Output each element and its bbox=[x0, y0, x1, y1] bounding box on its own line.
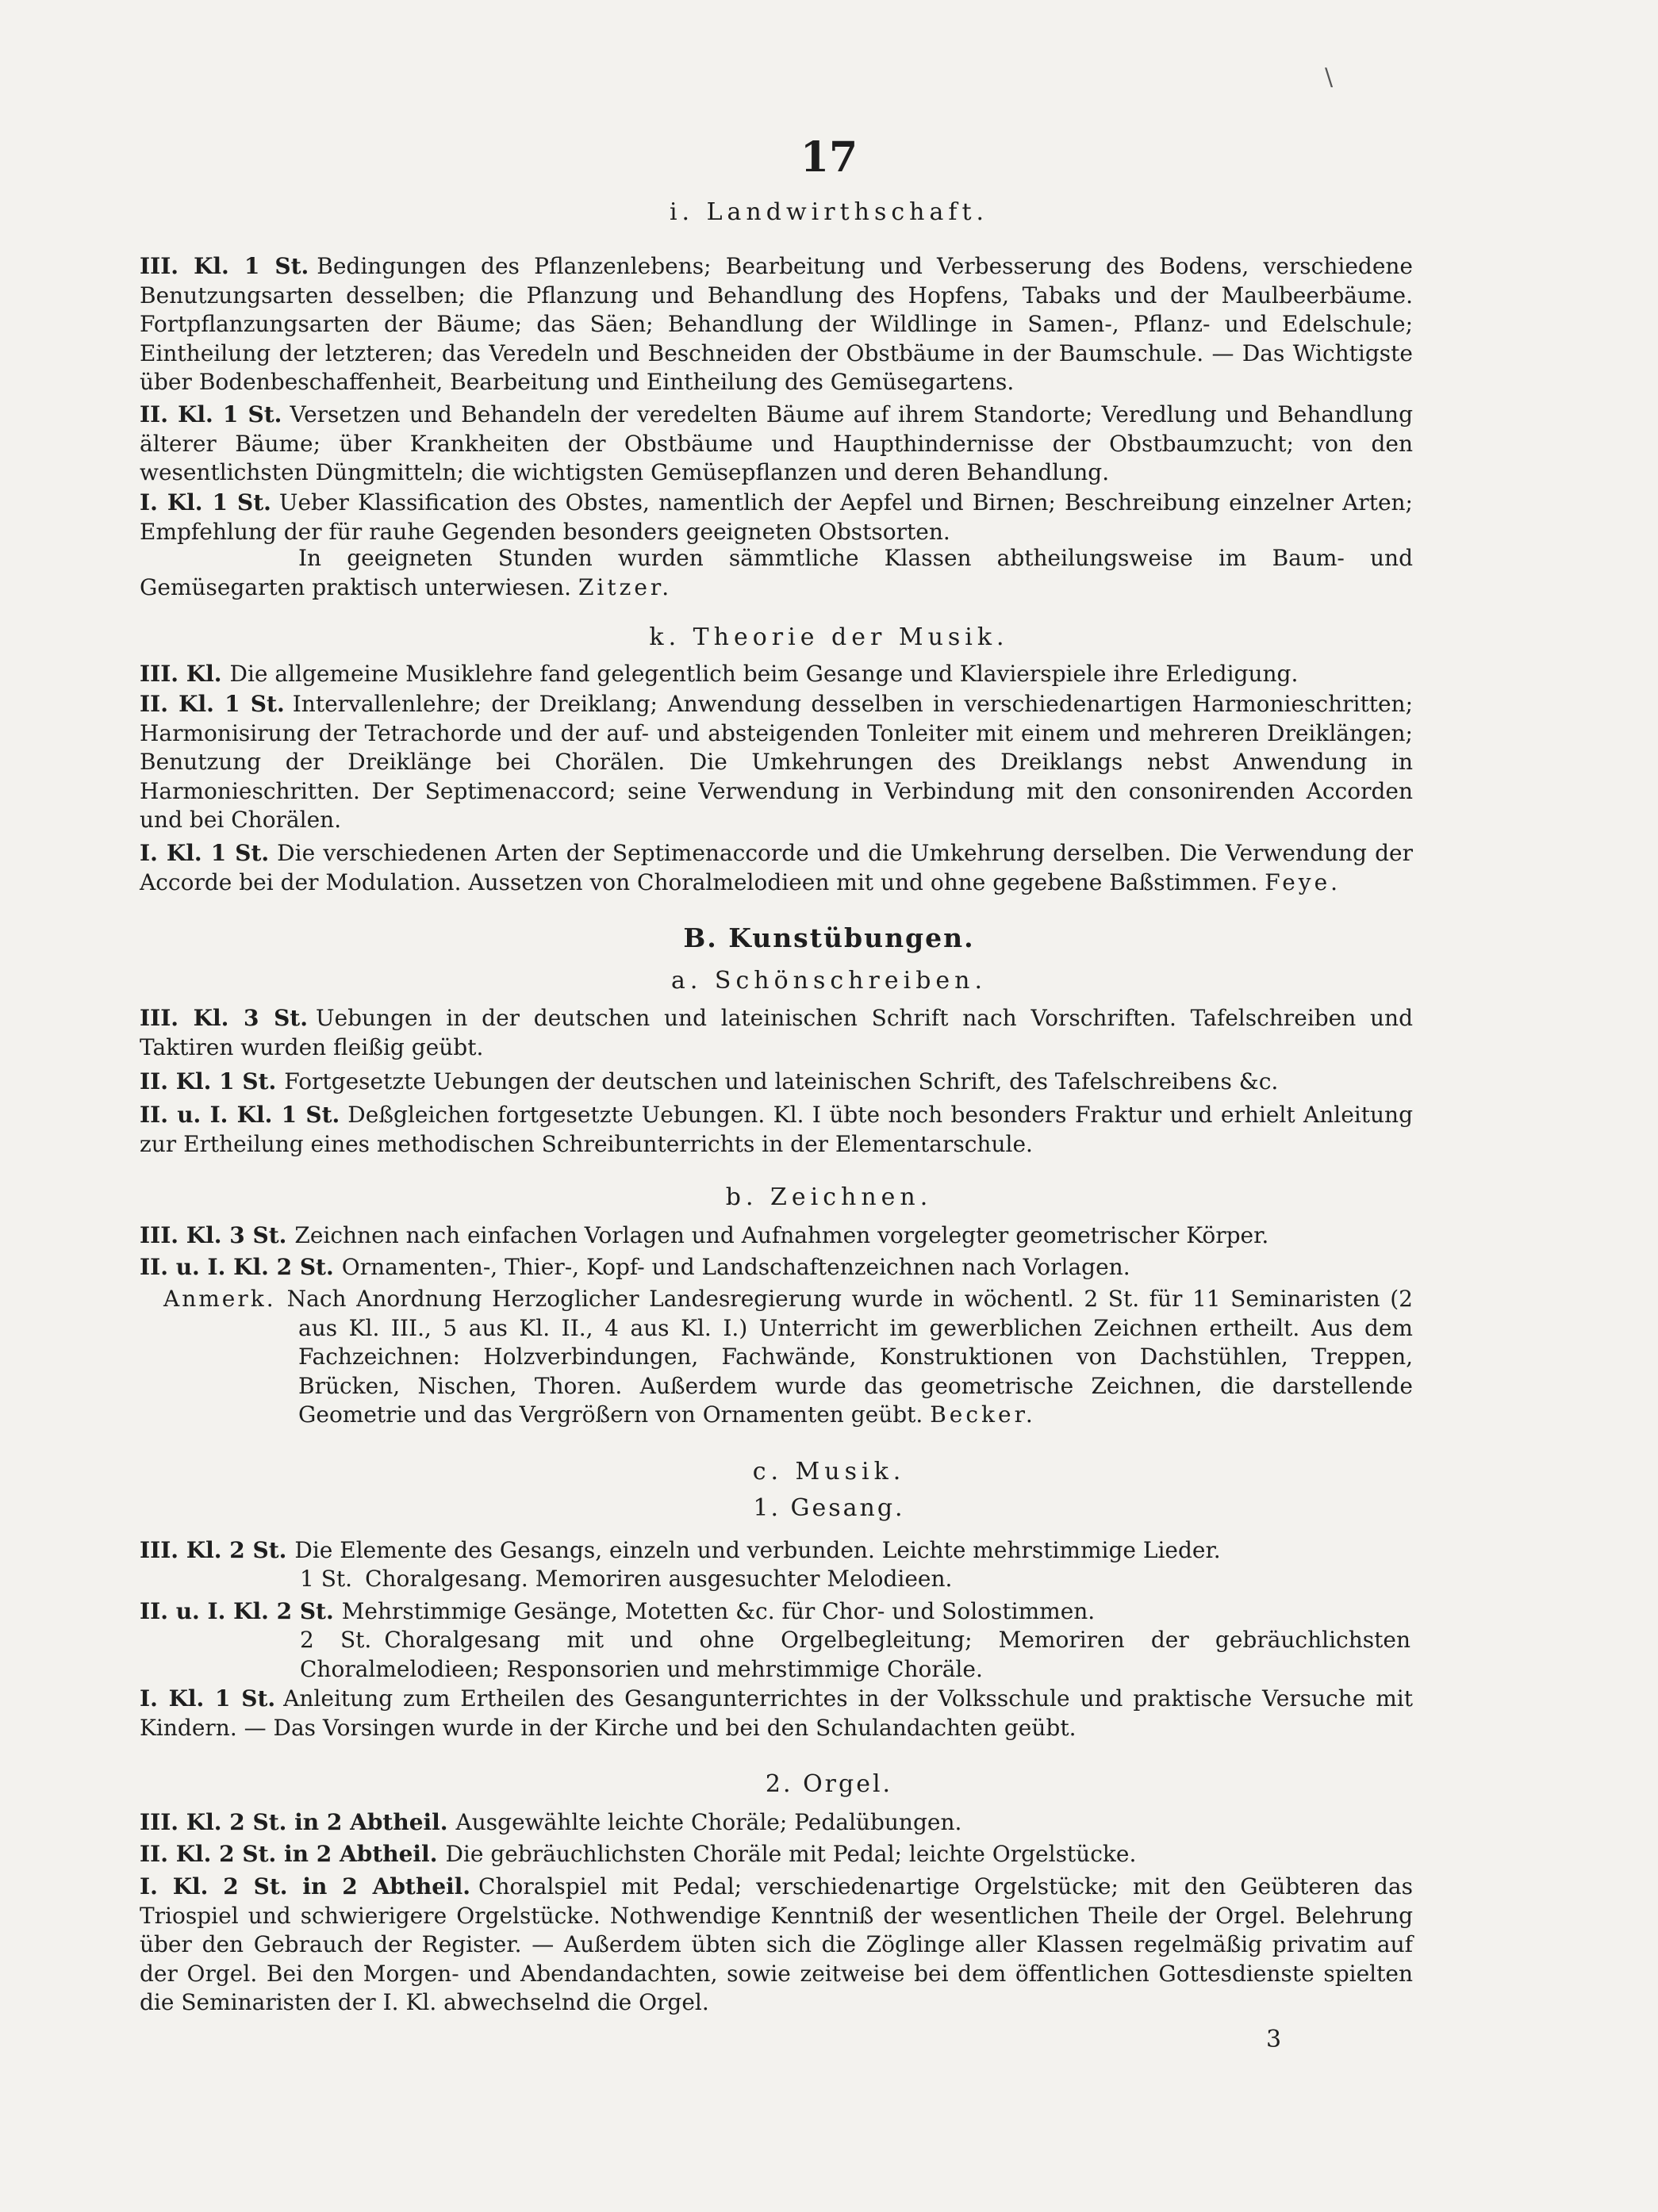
entry-label: III. Kl. 1 St. bbox=[140, 253, 309, 279]
signature-mark: 3 bbox=[1266, 2026, 1282, 2053]
entry-label: I. Kl. 1 St. bbox=[140, 840, 270, 866]
subsection-heading-schoenschreiben: a. Schönschreiben. bbox=[670, 967, 988, 995]
entry-gesang-kl3 bbox=[140, 1536, 1413, 1566]
note-text: In geeigneten Stunden wurden sämmtliche Klassen abtheilungsweise im Baum- und Gemüsegarten praktisch unterwiesen. bbox=[140, 545, 1413, 600]
entry-label: II. u. I. Kl. 2 St. bbox=[140, 1254, 334, 1280]
entry-zeichnen-kl21 bbox=[140, 1253, 1413, 1282]
entry-text: Ueber Klassification des Obstes, namentlich der Aepfel und Birnen; Beschreibung einzelner Arten; Empfehlung der für rauhe Gegenden besonders geeigneten Obstsorten. bbox=[140, 489, 1413, 545]
page-number: 17 bbox=[800, 133, 858, 182]
entry-musiktheorie-kl1 bbox=[140, 839, 1413, 897]
entry-orgel-kl1 bbox=[140, 1873, 1413, 2018]
entry-label: III. Kl. 3 St. bbox=[140, 1222, 287, 1248]
teacher-signature: Becker. bbox=[930, 1401, 1036, 1428]
entry-schoenschreiben-kl2 bbox=[140, 1068, 1413, 1097]
entry-orgel-kl2 bbox=[140, 1840, 1413, 1869]
entry-label: III. Kl. 2 St. in 2 Abtheil. bbox=[140, 1809, 448, 1835]
entry-text: Ausgewählte leichte Choräle; Pedalübungen. bbox=[455, 1809, 962, 1835]
entry-text: Fortgesetzte Uebungen der deutschen und lateinischen Schrift, des Tafelschreibens &c. bbox=[284, 1068, 1279, 1094]
entry-landwirthschaft-kl3 bbox=[140, 252, 1413, 397]
entry-label: II. u. I. Kl. 2 St. bbox=[140, 1598, 334, 1624]
entry-orgel-kl3 bbox=[140, 1808, 1413, 1838]
entry-gesang-kl21-choral bbox=[300, 1626, 1410, 1684]
entry-text: Die gebräuchlichsten Choräle mit Pedal; leichte Orgelstücke. bbox=[445, 1841, 1137, 1867]
subsection-heading-zeichnen: b. Zeichnen. bbox=[725, 1183, 933, 1211]
section-heading-kunstuebungen: B. Kunstübungen. bbox=[683, 922, 975, 953]
entry-text: Choralgesang mit und ohne Orgelbegleitung; Memoriren der gebräuchlichsten Choralmelodieen; Responsorien und mehrstimmige Choräle. bbox=[300, 1627, 1410, 1682]
entry-label: I. Kl. 1 St. bbox=[140, 489, 271, 516]
section-heading-landwirthschaft: i. Landwirthschaft. bbox=[669, 198, 989, 226]
entry-gesang-kl1 bbox=[140, 1685, 1413, 1742]
teacher-signature: Feye. bbox=[1265, 868, 1341, 895]
entry-label: III. Kl. 3 St. bbox=[140, 1005, 308, 1031]
entry-gesang-kl21 bbox=[140, 1597, 1413, 1627]
entry-text: Die allgemeine Musiklehre fand gelegentlich beim Gesange und Klavierspiele ihre Erledigung. bbox=[229, 661, 1299, 687]
entry-label: II. u. I. Kl. 1 St. bbox=[140, 1102, 340, 1128]
entry-zeichnen-kl3 bbox=[140, 1221, 1413, 1251]
entry-label: III. Kl. bbox=[140, 661, 222, 687]
entry-schoenschreiben-kl21 bbox=[140, 1101, 1413, 1159]
teacher-signature: Zitzer. bbox=[578, 573, 673, 600]
entry-landwirthschaft-kl2 bbox=[140, 401, 1413, 488]
subsection-heading-gesang: 1. Gesang. bbox=[753, 1494, 905, 1522]
entry-label: I. Kl. 2 St. in 2 Abtheil. bbox=[140, 1873, 471, 1900]
entry-text: Anleitung zum Ertheilen des Gesangunterrichtes in der Volksschule und praktische Versuche mit Kindern. — Das Vorsingen wurde in der Kirche und bei den Schulandachten geübt. bbox=[140, 1685, 1413, 1741]
entry-text: Intervallenlehre; der Dreiklang; Anwendung desselben in verschiedenartigen Harmonieschritten; Harmonisirung der Tetrachorde und der auf- und absteigenden Tonleiter mit einem und mehreren Dreiklängen; Benutzung der Dreiklänge bei Chorälen. Die Umkehrungen des Dreiklangs nebst Anwendung in Harmonieschritten. Der Septimenaccord; seine Verwendung in Verbindung mit den consonirenden Accorden und bei Chorälen. bbox=[140, 691, 1414, 834]
remark-zeichnen bbox=[163, 1285, 1413, 1430]
entry-musiktheorie-kl3 bbox=[140, 660, 1413, 689]
remark-label: Anmerk. bbox=[163, 1286, 276, 1312]
remark-text: Nach Anordnung Herzoglicher Landesregierung wurde in wöchentl. 2 St. für 11 Seminaristen (2 aus Kl. III., 5 aus Kl. II., 4 aus Kl. I.) Unterricht im gewerblichen Zeichnen ertheilt. Aus dem Fachzeichnen: Holzverbindungen, Fachwände, Konstruktionen von Dachstühlen, Treppen, Brücken, Nischen, Thoren. Außerdem wurde das geometrische Zeichnen, die darstellende Geometrie und das Vergrößern von Ornamenten geübt. bbox=[286, 1286, 1413, 1428]
entry-musiktheorie-kl2 bbox=[140, 690, 1413, 835]
entry-gesang-kl3-choral bbox=[300, 1565, 1410, 1594]
entry-schoenschreiben-kl3 bbox=[140, 1004, 1413, 1062]
entry-text: Bedingungen des Pflanzenlebens; Bearbeitung und Verbesserung des Bodens, verschiedene Benutzungsarten desselben; die Pflanzung und Behandlung des Hopfens, Tabaks und der Maulbeerbäume. Fortpflanzungsarten der Bäume; das Säen; Behandlung der Wildlinge in Samen-, Pflanz- und Edelschule; Eintheilung der letzteren; das Veredeln und Beschneiden der Obstbäume in der Baumschule. — Das Wichtigste über Bodenbeschaffenheit, Bearbeitung und Eintheilung des Gemüsegartens. bbox=[140, 253, 1414, 396]
entry-label: II. Kl. 1 St. bbox=[140, 1068, 277, 1094]
entry-sublabel: 2 St. bbox=[300, 1627, 372, 1653]
entry-text: Choralgesang. Memoriren ausgesuchter Melodieen. bbox=[365, 1566, 953, 1592]
entry-text: Choralspiel mit Pedal; verschiedenartige Orgelstücke; mit den Geübteren das Triospiel und schwierigere Orgelstücke. Nothwendige Kenntniß der wesentlichen Theile der Orgel. Belehrung über den Gebrauch der Register. — Außerdem übten sich die Zöglinge aller Klassen regelmäßig privatim auf der Orgel. Bei den Morgen- und Abendandachten, sowie zeitweise bei dem öffentlichen Gottesdienste spielten die Seminaristen der I. Kl. abwechselnd die Orgel. bbox=[140, 1873, 1413, 2016]
entry-label: II. Kl. 1 St. bbox=[140, 691, 285, 717]
entry-sublabel: 1 St. bbox=[300, 1566, 353, 1592]
subsection-heading-musik: c. Musik. bbox=[752, 1458, 906, 1486]
entry-label: II. Kl. 2 St. in 2 Abtheil. bbox=[140, 1841, 438, 1867]
entry-text: Die verschiedenen Arten der Septimenaccorde und die Umkehrung derselben. Die Verwendung der Accorde bei der Modulation. Aussetzen von Choralmelodieen mit und ohne gegebene Baßstimmen. bbox=[140, 840, 1413, 895]
entry-text: Zeichnen nach einfachen Vorlagen und Aufnahmen vorgelegter geometrischer Körper. bbox=[294, 1222, 1269, 1248]
entry-text: Ornamenten-, Thier-, Kopf- und Landschaftenzeichnen nach Vorlagen. bbox=[341, 1254, 1130, 1280]
subsection-heading-orgel: 2. Orgel. bbox=[765, 1770, 893, 1798]
note-landwirthschaft bbox=[140, 544, 1413, 602]
margin-mark: \ bbox=[1325, 63, 1334, 91]
entry-label: I. Kl. 1 St. bbox=[140, 1685, 276, 1712]
entry-label: III. Kl. 2 St. bbox=[140, 1537, 287, 1563]
section-heading-musiktheorie: k. Theorie der Musik. bbox=[649, 623, 1009, 651]
entry-text: Mehrstimmige Gesänge, Motetten &c. für Chor- und Solostimmen. bbox=[341, 1598, 1096, 1624]
entry-label: II. Kl. 1 St. bbox=[140, 401, 282, 427]
entry-text: Deßgleichen fortgesetzte Uebungen. Kl. I übte noch besonders Fraktur und erhielt Anleitung zur Ertheilung eines methodischen Schreibunterrichts in der Elementarschule. bbox=[140, 1102, 1413, 1157]
entry-text: Versetzen und Behandeln der veredelten Bäume auf ihrem Standorte; Veredlung und Behandlung älterer Bäume; über Krankheiten der Obstbäume und Haupthindernisse der Obstbaumzucht; von den wesentlichsten Düngmitteln; die wichtigsten Gemüsepflanzen und deren Behandlung. bbox=[140, 401, 1413, 486]
entry-text: Uebungen in der deutschen und lateinischen Schrift nach Vorschriften. Tafelschreiben und Taktiren wurden fleißig geübt. bbox=[140, 1005, 1413, 1060]
entry-landwirthschaft-kl1 bbox=[140, 489, 1413, 546]
entry-text: Die Elemente des Gesangs, einzeln und verbunden. Leichte mehrstimmige Lieder. bbox=[294, 1537, 1221, 1563]
